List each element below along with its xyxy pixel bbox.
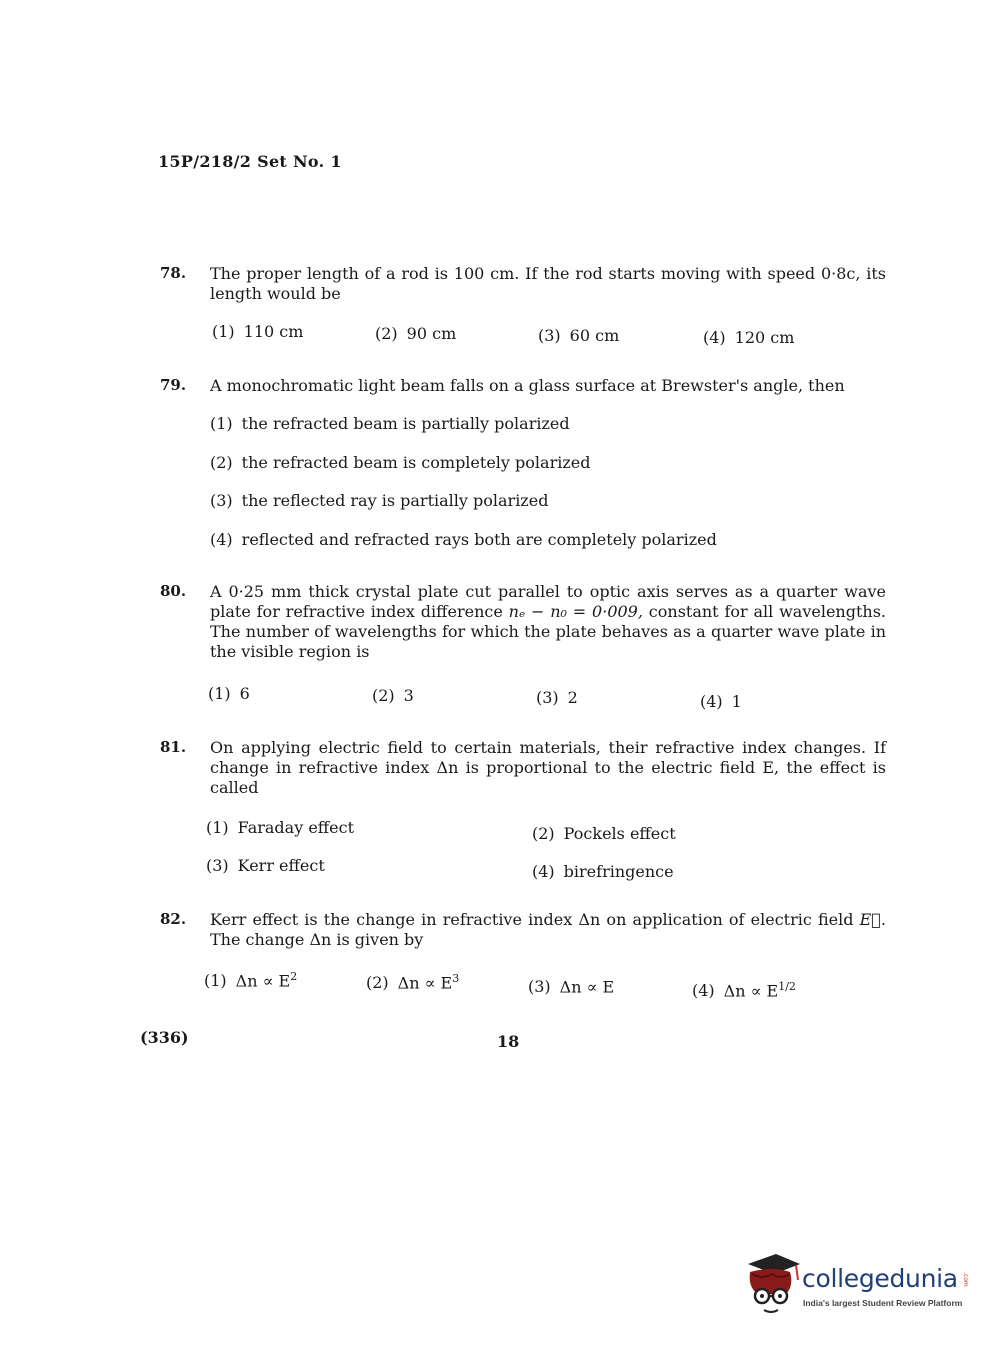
- option-exponent: 3: [452, 972, 460, 985]
- question-text: [210, 582, 886, 662]
- option-number: (4): [210, 530, 233, 549]
- question-number: 78.: [160, 264, 187, 282]
- option-number: (1): [212, 322, 235, 341]
- question-text: The proper length of a rod is 100 cm. If the rod starts moving with speed 0·8c, its length would be: [210, 264, 886, 303]
- option-number: (2): [210, 453, 233, 472]
- booklet-code: (336): [140, 1028, 189, 1047]
- option-text: Δn ∝ E: [235, 971, 291, 991]
- option-number: (4): [700, 692, 723, 711]
- option-number: (2): [366, 973, 389, 993]
- option-4: [210, 530, 717, 549]
- option-1: [208, 684, 250, 703]
- cap-tassel: [796, 1265, 798, 1280]
- option-1: [204, 970, 297, 990]
- option-number: (3): [528, 977, 551, 997]
- option-text: Δn ∝ E: [397, 973, 453, 993]
- option-number: (4): [703, 328, 726, 347]
- brand-domain: .com: [962, 1272, 969, 1287]
- option-text: 60 cm: [569, 326, 620, 345]
- option-2: [366, 972, 459, 992]
- electric-field-vector: E⃗.: [859, 910, 886, 929]
- option-number: (1): [208, 684, 231, 703]
- option-number: (3): [206, 856, 229, 875]
- mascot-icon: [742, 1250, 802, 1320]
- option-text: 110 cm: [243, 322, 304, 341]
- option-3: [538, 326, 619, 345]
- option-number: (3): [538, 326, 561, 345]
- question-number: 81.: [160, 738, 187, 756]
- option-2: [372, 686, 414, 705]
- option-number: (4): [692, 981, 715, 1001]
- option-number: (4): [532, 862, 555, 881]
- option-2: [532, 824, 676, 843]
- option-text: 6: [239, 684, 250, 703]
- option-number: (3): [210, 491, 233, 510]
- option-text: the refracted beam is partially polarized: [241, 414, 570, 433]
- option-text: the reflected ray is partially polarized: [241, 491, 549, 510]
- option-number: (3): [536, 688, 559, 707]
- question-text-part: constant for all wavelengths. The number of wavelengths for which the plate behaves as a quarter wave plate in the visible region is: [210, 602, 887, 661]
- option-2: [375, 324, 456, 343]
- option-text: 120 cm: [734, 328, 795, 347]
- option-1: [212, 322, 303, 341]
- question-text-part: Kerr effect is the change in refractive index Δn on application of electric field: [210, 910, 860, 929]
- option-text: Pockels effect: [563, 824, 676, 843]
- option-text: Kerr effect: [237, 856, 325, 875]
- question-text-part: A 0·25 mm thick crystal plate cut parallel to optic axis serves as a quarter wave plate for refractive index difference: [210, 582, 886, 621]
- question-text: A monochromatic light beam falls on a glass surface at Brewster's angle, then: [210, 376, 845, 395]
- question-text-part: The change Δn is given by: [210, 930, 424, 949]
- brand-tagline: India's largest Student Review Platform: [803, 1298, 963, 1308]
- page-number: 18: [497, 1032, 520, 1051]
- question-number: 80.: [160, 582, 187, 600]
- brand-name: collegedunia: [802, 1264, 958, 1293]
- option-3: [536, 688, 578, 707]
- question-number: 82.: [160, 910, 187, 928]
- option-text: reflected and refracted rays both are completely polarized: [241, 530, 717, 549]
- collegedunia-logo: [742, 1250, 972, 1320]
- paper-code: 15P/218/2 Set No. 1: [158, 152, 342, 171]
- option-text: birefringence: [563, 862, 674, 881]
- refractive-index-difference: nₑ − n₀ = 0·009,: [508, 602, 643, 621]
- option-number: (2): [372, 686, 395, 705]
- option-text: Δn ∝ E: [723, 981, 779, 1001]
- option-number: (2): [375, 324, 398, 343]
- option-exponent: 2: [290, 970, 298, 983]
- question-number: 79.: [160, 376, 187, 394]
- option-text: 3: [403, 686, 414, 705]
- option-3: [528, 976, 614, 996]
- option-number: (2): [532, 824, 555, 843]
- option-number: (1): [210, 414, 233, 433]
- option-1: [210, 414, 570, 433]
- option-number: (1): [204, 971, 227, 991]
- option-4: [532, 862, 674, 881]
- option-text: 1: [731, 692, 742, 711]
- option-text: 2: [567, 688, 578, 707]
- option-4: [703, 328, 794, 347]
- option-3: [210, 491, 548, 510]
- option-exponent: 1/2: [778, 980, 796, 993]
- option-text: 90 cm: [406, 324, 457, 343]
- question-text: On applying electric field to certain materials, their refractive index changes. If change in refractive index Δn is proportional to the electric field E, the effect is called: [210, 738, 886, 797]
- option-2: [210, 453, 590, 472]
- option-text: the refracted beam is completely polarized: [241, 453, 591, 472]
- option-text: Δn ∝ E: [559, 977, 615, 997]
- question-text: [210, 910, 886, 950]
- option-3: [206, 856, 325, 875]
- option-number: (1): [206, 818, 229, 837]
- option-1: [206, 818, 354, 837]
- option-4: [700, 692, 742, 711]
- option-text: Faraday effect: [237, 818, 355, 837]
- option-4: [692, 980, 796, 1000]
